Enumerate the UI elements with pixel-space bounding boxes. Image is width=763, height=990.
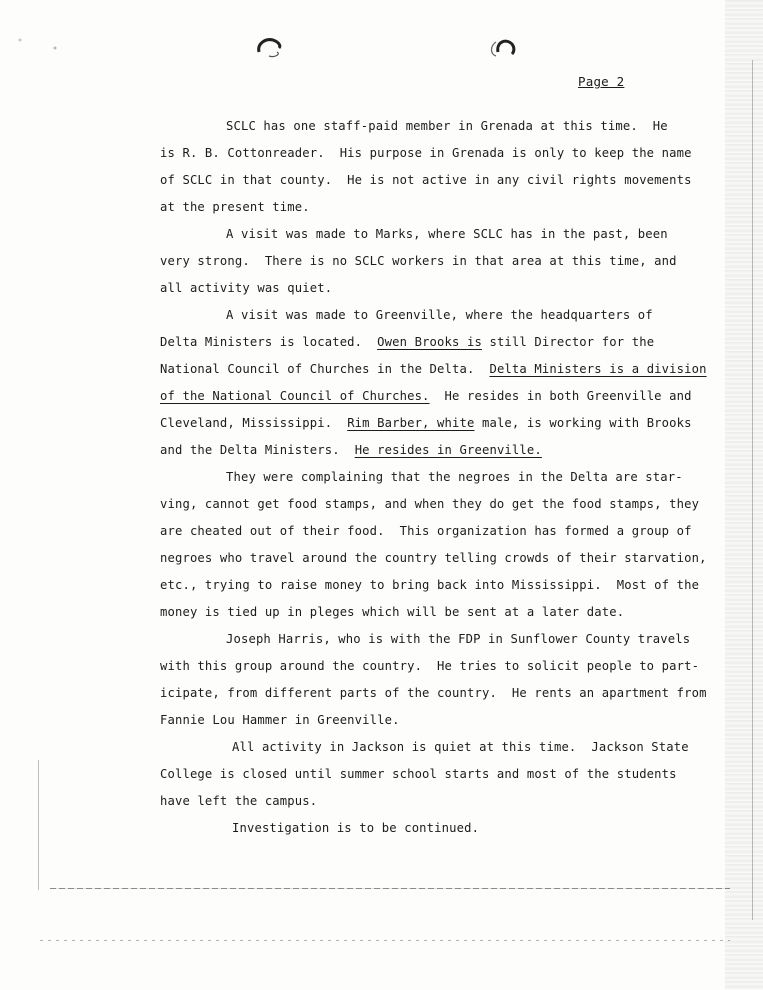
underlined-text: of the National Council of Churches. — [160, 389, 430, 403]
scan-edge-right — [725, 0, 763, 990]
text-line: all activity was quiet. — [160, 281, 333, 295]
text-line — [160, 356, 707, 383]
text-line: is R. B. Cottonreader. His purpose in Grenada is only to keep the name — [160, 146, 692, 160]
underlined-text: Rim Barber, white — [347, 416, 475, 430]
page-number: Page 2 — [578, 74, 625, 89]
text-line: All activity in Jackson is quiet at this time. Jackson State — [232, 740, 689, 754]
text-line: ving, cannot get food stamps, and when they do get the food stamps, they — [160, 497, 700, 511]
text-line: are cheated out of their food. This organization has formed a group of — [160, 524, 692, 538]
text-line: etc., trying to raise money to bring back into Mississippi. Most of the — [160, 578, 700, 592]
text-line — [160, 410, 692, 437]
text-segment: still Director for the — [481, 335, 655, 349]
scan-margin-line-left — [38, 760, 39, 890]
underlined-text: Owen Brooks is — [377, 335, 482, 349]
text-segment: male, is working with Brooks — [474, 416, 692, 430]
scan-fold-line — [50, 888, 730, 889]
scan-edge-left — [0, 0, 60, 990]
text-line: have left the campus. — [160, 794, 318, 808]
memo-body — [160, 113, 707, 842]
text-line: icipate, from different parts of the country. He rents an apartment from — [160, 686, 707, 700]
text-line: They were complaining that the negroes in the Delta are star- — [226, 470, 683, 484]
text-segment: National Council of Churches in the Delta. — [160, 362, 490, 376]
text-line: with this group around the country. He tries to solicit people to part- — [160, 659, 700, 673]
text-line: money is tied up in pleges which will be sent at a later date. — [160, 605, 625, 619]
text-line: of SCLC in that county. He is not active in any civil rights movements — [160, 173, 692, 187]
text-line: at the present time. — [160, 200, 310, 214]
text-line: College is closed until summer school starts and most of the students — [160, 767, 677, 781]
text-segment: He resides in both Greenville and — [429, 389, 692, 403]
text-line — [160, 383, 692, 410]
text-segment: Cleveland, Mississippi. — [160, 416, 348, 430]
text-line: Fannie Lou Hammer in Greenville. — [160, 713, 400, 727]
text-line: negroes who travel around the country telling crowds of their starvation, — [160, 551, 707, 565]
text-line: Investigation is to be continued. — [232, 821, 480, 835]
punch-hole-mark-left — [255, 36, 285, 58]
text-line — [160, 437, 660, 464]
text-line: very strong. There is no SCLC workers in that area at this time, and — [160, 254, 677, 268]
punch-hole-mark-right — [486, 36, 516, 58]
text-line: Joseph Harris, who is with the FDP in Sunflower County travels — [226, 632, 691, 646]
text-segment: and the Delta Ministers. — [160, 443, 355, 457]
text-line — [160, 329, 660, 356]
text-line: SCLC has one staff-paid member in Grenada at this time. He — [226, 119, 668, 133]
scan-fold-line-lower — [40, 940, 730, 941]
text-line: A visit was made to Greenville, where the headquarters of — [226, 308, 653, 322]
text-segment: Delta Ministers is located. — [160, 335, 378, 349]
underlined-text: He resides in Greenville. — [354, 443, 542, 457]
text-line: A visit was made to Marks, where SCLC has in the past, been — [226, 227, 668, 241]
scan-margin-line-right — [752, 60, 753, 920]
underlined-text: Delta Ministers is a division — [489, 362, 707, 376]
